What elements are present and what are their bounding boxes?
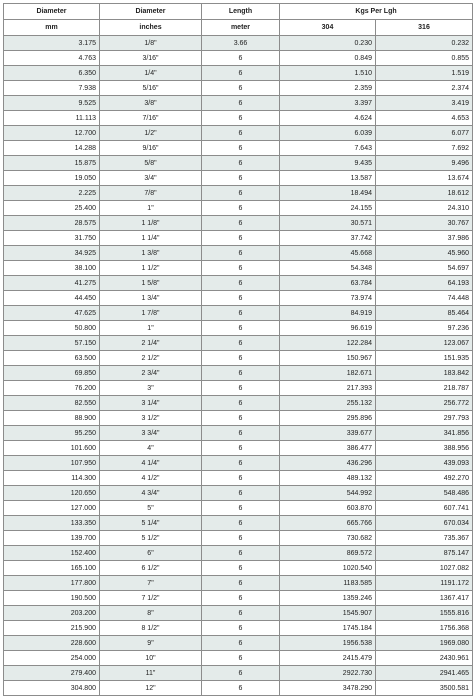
- cell-diameter-mm: 114.300: [4, 471, 100, 486]
- table-row: [4, 81, 473, 96]
- cell-diameter-inches: 8": [100, 606, 202, 621]
- table-row: [4, 216, 473, 231]
- table-row: [4, 126, 473, 141]
- cell-length: 6: [202, 681, 280, 696]
- cell-diameter-inches: 1 3/4": [100, 291, 202, 306]
- cell-length: 6: [202, 441, 280, 456]
- cell-weight-316: 13.674: [376, 171, 473, 186]
- cell-weight-304: 63.784: [280, 276, 376, 291]
- cell-diameter-inches: 5 1/2": [100, 531, 202, 546]
- cell-weight-316: 256.772: [376, 396, 473, 411]
- cell-diameter-inches: 7": [100, 576, 202, 591]
- cell-diameter-inches: 3/16": [100, 51, 202, 66]
- table-row: [4, 201, 473, 216]
- cell-diameter-mm: 165.100: [4, 561, 100, 576]
- header-kgs-per-length: Kgs Per Lgh: [280, 4, 473, 20]
- cell-weight-304: 869.572: [280, 546, 376, 561]
- unit-mm: mm: [4, 20, 100, 36]
- cell-weight-304: 7.643: [280, 141, 376, 156]
- cell-length: 6: [202, 171, 280, 186]
- table-row: [4, 306, 473, 321]
- cell-weight-316: 9.496: [376, 156, 473, 171]
- table-row: [4, 516, 473, 531]
- cell-weight-304: 386.477: [280, 441, 376, 456]
- cell-weight-304: 603.870: [280, 501, 376, 516]
- table-row: [4, 156, 473, 171]
- table-row: [4, 396, 473, 411]
- cell-weight-316: 54.697: [376, 261, 473, 276]
- cell-diameter-inches: 5/16": [100, 81, 202, 96]
- cell-diameter-mm: 2.225: [4, 186, 100, 201]
- cell-weight-304: 2922.730: [280, 666, 376, 681]
- cell-weight-316: 97.236: [376, 321, 473, 336]
- cell-weight-316: 3500.581: [376, 681, 473, 696]
- cell-diameter-inches: 5 1/4": [100, 516, 202, 531]
- cell-length: 6: [202, 111, 280, 126]
- cell-diameter-inches: 1 7/8": [100, 306, 202, 321]
- cell-weight-316: 1756.368: [376, 621, 473, 636]
- cell-diameter-mm: 254.000: [4, 651, 100, 666]
- cell-diameter-inches: 4": [100, 441, 202, 456]
- cell-length: 6: [202, 306, 280, 321]
- table-body: [4, 36, 473, 696]
- cell-diameter-inches: 6": [100, 546, 202, 561]
- cell-weight-316: 492.270: [376, 471, 473, 486]
- table-row: [4, 636, 473, 651]
- cell-weight-304: 1745.184: [280, 621, 376, 636]
- cell-diameter-mm: 203.200: [4, 606, 100, 621]
- cell-weight-304: 1545.907: [280, 606, 376, 621]
- cell-diameter-inches: 6 1/2": [100, 561, 202, 576]
- cell-length: 6: [202, 216, 280, 231]
- table-row: [4, 231, 473, 246]
- cell-weight-304: 255.132: [280, 396, 376, 411]
- table-row: [4, 651, 473, 666]
- cell-diameter-mm: 9.525: [4, 96, 100, 111]
- header-row-titles: [4, 4, 473, 20]
- cell-weight-316: 2941.465: [376, 666, 473, 681]
- table-row: [4, 576, 473, 591]
- cell-weight-316: 3.419: [376, 96, 473, 111]
- cell-diameter-inches: 1/4": [100, 66, 202, 81]
- grade-304: 304: [280, 20, 376, 36]
- cell-weight-316: 607.741: [376, 501, 473, 516]
- cell-diameter-mm: 279.400: [4, 666, 100, 681]
- cell-diameter-mm: 25.400: [4, 201, 100, 216]
- cell-weight-316: 18.612: [376, 186, 473, 201]
- cell-weight-304: 6.039: [280, 126, 376, 141]
- table-row: [4, 276, 473, 291]
- table-row: [4, 66, 473, 81]
- cell-diameter-inches: 12": [100, 681, 202, 696]
- cell-length: 6: [202, 606, 280, 621]
- cell-weight-304: 295.896: [280, 411, 376, 426]
- table-row: [4, 546, 473, 561]
- cell-diameter-mm: 38.100: [4, 261, 100, 276]
- cell-weight-304: 182.671: [280, 366, 376, 381]
- cell-diameter-mm: 41.275: [4, 276, 100, 291]
- table-row: [4, 186, 473, 201]
- cell-diameter-inches: 7/16": [100, 111, 202, 126]
- table-row: [4, 381, 473, 396]
- cell-diameter-inches: 7 1/2": [100, 591, 202, 606]
- cell-weight-304: 73.974: [280, 291, 376, 306]
- cell-diameter-inches: 3/8": [100, 96, 202, 111]
- cell-diameter-mm: 76.200: [4, 381, 100, 396]
- table-row: [4, 531, 473, 546]
- cell-diameter-inches: 1": [100, 201, 202, 216]
- cell-length: 6: [202, 336, 280, 351]
- cell-diameter-inches: 9": [100, 636, 202, 651]
- table-row: [4, 261, 473, 276]
- cell-diameter-inches: 2 3/4": [100, 366, 202, 381]
- cell-weight-316: 1191.172: [376, 576, 473, 591]
- cell-length: 6: [202, 591, 280, 606]
- cell-length: 6: [202, 231, 280, 246]
- cell-weight-304: 84.919: [280, 306, 376, 321]
- cell-weight-316: 24.310: [376, 201, 473, 216]
- cell-diameter-mm: 6.350: [4, 66, 100, 81]
- cell-length: 6: [202, 561, 280, 576]
- cell-weight-316: 151.935: [376, 351, 473, 366]
- table-row: [4, 96, 473, 111]
- cell-weight-316: 439.093: [376, 456, 473, 471]
- cell-weight-304: 54.348: [280, 261, 376, 276]
- table-row: [4, 171, 473, 186]
- cell-weight-316: 735.367: [376, 531, 473, 546]
- unit-inches: inches: [100, 20, 202, 36]
- cell-diameter-mm: 152.400: [4, 546, 100, 561]
- cell-diameter-inches: 8 1/2": [100, 621, 202, 636]
- cell-weight-304: 544.992: [280, 486, 376, 501]
- cell-diameter-mm: 127.000: [4, 501, 100, 516]
- cell-diameter-mm: 82.550: [4, 396, 100, 411]
- cell-length: 6: [202, 546, 280, 561]
- cell-weight-316: 297.793: [376, 411, 473, 426]
- cell-weight-304: 0.230: [280, 36, 376, 51]
- cell-length: 6: [202, 66, 280, 81]
- cell-weight-316: 1969.080: [376, 636, 473, 651]
- cell-diameter-mm: 88.900: [4, 411, 100, 426]
- cell-weight-316: 1367.417: [376, 591, 473, 606]
- header-diameter-mm: Diameter: [4, 4, 100, 20]
- cell-length: 6: [202, 381, 280, 396]
- cell-weight-304: 436.296: [280, 456, 376, 471]
- cell-diameter-mm: 12.700: [4, 126, 100, 141]
- table-header: [4, 4, 473, 36]
- cell-length: 6: [202, 276, 280, 291]
- cell-diameter-mm: 47.625: [4, 306, 100, 321]
- cell-weight-316: 1027.082: [376, 561, 473, 576]
- cell-diameter-mm: 3.175: [4, 36, 100, 51]
- cell-diameter-inches: 1/8": [100, 36, 202, 51]
- table-row: [4, 51, 473, 66]
- cell-weight-304: 730.682: [280, 531, 376, 546]
- cell-weight-316: 85.464: [376, 306, 473, 321]
- cell-diameter-mm: 44.450: [4, 291, 100, 306]
- table-row: [4, 591, 473, 606]
- cell-diameter-inches: 1 1/8": [100, 216, 202, 231]
- cell-weight-316: 1555.816: [376, 606, 473, 621]
- cell-length: 6: [202, 666, 280, 681]
- cell-weight-316: 7.692: [376, 141, 473, 156]
- cell-weight-304: 3.397: [280, 96, 376, 111]
- cell-diameter-mm: 4.763: [4, 51, 100, 66]
- table-row: [4, 621, 473, 636]
- cell-diameter-inches: 10": [100, 651, 202, 666]
- table-row: [4, 246, 473, 261]
- cell-weight-316: 30.767: [376, 216, 473, 231]
- cell-weight-304: 217.393: [280, 381, 376, 396]
- cell-diameter-inches: 3 1/4": [100, 396, 202, 411]
- cell-length: 6: [202, 411, 280, 426]
- cell-length: 6: [202, 456, 280, 471]
- cell-weight-304: 18.494: [280, 186, 376, 201]
- cell-diameter-mm: 190.500: [4, 591, 100, 606]
- cell-weight-304: 2.359: [280, 81, 376, 96]
- cell-weight-316: 875.147: [376, 546, 473, 561]
- header-row-units: [4, 20, 473, 36]
- cell-weight-316: 123.067: [376, 336, 473, 351]
- cell-weight-316: 37.986: [376, 231, 473, 246]
- cell-length: 6: [202, 366, 280, 381]
- table-row: [4, 411, 473, 426]
- cell-length: 6: [202, 351, 280, 366]
- header-length: Length: [202, 4, 280, 20]
- cell-length: 6: [202, 576, 280, 591]
- weight-table: [3, 3, 473, 696]
- cell-length: 6: [202, 471, 280, 486]
- cell-diameter-mm: 139.700: [4, 531, 100, 546]
- cell-weight-304: 1183.585: [280, 576, 376, 591]
- grade-316: 316: [376, 20, 473, 36]
- cell-weight-316: 1.519: [376, 66, 473, 81]
- cell-diameter-inches: 4 1/4": [100, 456, 202, 471]
- cell-diameter-mm: 133.350: [4, 516, 100, 531]
- cell-weight-304: 1956.538: [280, 636, 376, 651]
- header-diameter-inches: Diameter: [100, 4, 202, 20]
- table-row: [4, 111, 473, 126]
- cell-length: 6: [202, 501, 280, 516]
- cell-weight-304: 45.668: [280, 246, 376, 261]
- cell-weight-316: 341.856: [376, 426, 473, 441]
- cell-length: 6: [202, 426, 280, 441]
- cell-diameter-inches: 11": [100, 666, 202, 681]
- cell-length: 6: [202, 141, 280, 156]
- cell-diameter-mm: 34.925: [4, 246, 100, 261]
- cell-length: 6: [202, 486, 280, 501]
- cell-weight-304: 1359.246: [280, 591, 376, 606]
- cell-length: 6: [202, 321, 280, 336]
- cell-length: 6: [202, 201, 280, 216]
- cell-weight-304: 122.284: [280, 336, 376, 351]
- cell-weight-316: 218.787: [376, 381, 473, 396]
- cell-diameter-inches: 5": [100, 501, 202, 516]
- cell-diameter-inches: 3/4": [100, 171, 202, 186]
- cell-diameter-inches: 9/16": [100, 141, 202, 156]
- cell-weight-304: 665.766: [280, 516, 376, 531]
- cell-diameter-inches: 1 1/2": [100, 261, 202, 276]
- cell-diameter-inches: 3 1/2": [100, 411, 202, 426]
- table-row: [4, 36, 473, 51]
- table-row: [4, 666, 473, 681]
- cell-weight-316: 0.855: [376, 51, 473, 66]
- cell-diameter-inches: 1 1/4": [100, 231, 202, 246]
- cell-diameter-mm: 19.050: [4, 171, 100, 186]
- cell-diameter-mm: 7.938: [4, 81, 100, 96]
- cell-length: 3.66: [202, 36, 280, 51]
- cell-length: 6: [202, 531, 280, 546]
- cell-weight-304: 24.155: [280, 201, 376, 216]
- cell-length: 6: [202, 291, 280, 306]
- cell-diameter-mm: 31.750: [4, 231, 100, 246]
- cell-weight-316: 4.653: [376, 111, 473, 126]
- cell-diameter-mm: 120.650: [4, 486, 100, 501]
- cell-length: 6: [202, 246, 280, 261]
- table-row: [4, 441, 473, 456]
- table-row: [4, 681, 473, 696]
- cell-diameter-inches: 3 3/4": [100, 426, 202, 441]
- cell-weight-316: 74.448: [376, 291, 473, 306]
- table-row: [4, 366, 473, 381]
- cell-weight-304: 3478.290: [280, 681, 376, 696]
- table-row: [4, 501, 473, 516]
- cell-weight-304: 13.587: [280, 171, 376, 186]
- cell-length: 6: [202, 126, 280, 141]
- cell-weight-304: 4.624: [280, 111, 376, 126]
- table-row: [4, 141, 473, 156]
- cell-weight-316: 670.034: [376, 516, 473, 531]
- cell-diameter-inches: 4 3/4": [100, 486, 202, 501]
- cell-weight-304: 150.967: [280, 351, 376, 366]
- cell-diameter-inches: 2 1/4": [100, 336, 202, 351]
- cell-diameter-mm: 107.950: [4, 456, 100, 471]
- cell-length: 6: [202, 636, 280, 651]
- cell-diameter-inches: 1 3/8": [100, 246, 202, 261]
- cell-diameter-inches: 2 1/2": [100, 351, 202, 366]
- cell-length: 6: [202, 156, 280, 171]
- cell-weight-304: 489.132: [280, 471, 376, 486]
- table-row: [4, 426, 473, 441]
- cell-diameter-inches: 4 1/2": [100, 471, 202, 486]
- cell-weight-316: 45.960: [376, 246, 473, 261]
- table-row: [4, 291, 473, 306]
- cell-diameter-mm: 228.600: [4, 636, 100, 651]
- cell-weight-316: 0.232: [376, 36, 473, 51]
- cell-weight-304: 37.742: [280, 231, 376, 246]
- cell-diameter-inches: 1 5/8": [100, 276, 202, 291]
- cell-length: 6: [202, 51, 280, 66]
- cell-weight-304: 30.571: [280, 216, 376, 231]
- cell-length: 6: [202, 621, 280, 636]
- cell-diameter-inches: 1/2": [100, 126, 202, 141]
- table-row: [4, 456, 473, 471]
- cell-length: 6: [202, 651, 280, 666]
- cell-weight-304: 1.510: [280, 66, 376, 81]
- cell-diameter-mm: 14.288: [4, 141, 100, 156]
- cell-diameter-mm: 215.900: [4, 621, 100, 636]
- cell-diameter-inches: 7/8": [100, 186, 202, 201]
- cell-length: 6: [202, 81, 280, 96]
- cell-weight-316: 64.193: [376, 276, 473, 291]
- cell-diameter-mm: 95.250: [4, 426, 100, 441]
- table-row: [4, 471, 473, 486]
- cell-diameter-mm: 15.875: [4, 156, 100, 171]
- cell-weight-316: 548.486: [376, 486, 473, 501]
- cell-diameter-mm: 69.850: [4, 366, 100, 381]
- cell-length: 6: [202, 96, 280, 111]
- cell-length: 6: [202, 516, 280, 531]
- cell-weight-304: 2415.479: [280, 651, 376, 666]
- cell-diameter-mm: 304.800: [4, 681, 100, 696]
- cell-length: 6: [202, 396, 280, 411]
- cell-diameter-mm: 63.500: [4, 351, 100, 366]
- cell-weight-304: 9.435: [280, 156, 376, 171]
- cell-diameter-mm: 28.575: [4, 216, 100, 231]
- cell-diameter-mm: 177.800: [4, 576, 100, 591]
- cell-weight-316: 2430.961: [376, 651, 473, 666]
- cell-diameter-mm: 50.800: [4, 321, 100, 336]
- table-row: [4, 336, 473, 351]
- cell-diameter-mm: 57.150: [4, 336, 100, 351]
- cell-weight-316: 183.842: [376, 366, 473, 381]
- cell-diameter-mm: 11.113: [4, 111, 100, 126]
- table-row: [4, 606, 473, 621]
- cell-length: 6: [202, 186, 280, 201]
- cell-diameter-inches: 1": [100, 321, 202, 336]
- cell-weight-316: 388.956: [376, 441, 473, 456]
- table-row: [4, 351, 473, 366]
- cell-diameter-mm: 101.600: [4, 441, 100, 456]
- table-row: [4, 486, 473, 501]
- cell-weight-316: 2.374: [376, 81, 473, 96]
- cell-weight-304: 339.677: [280, 426, 376, 441]
- cell-weight-304: 1020.540: [280, 561, 376, 576]
- table-row: [4, 561, 473, 576]
- cell-diameter-inches: 5/8": [100, 156, 202, 171]
- table-row: [4, 321, 473, 336]
- cell-weight-304: 96.619: [280, 321, 376, 336]
- unit-meter: meter: [202, 20, 280, 36]
- cell-weight-304: 0.849: [280, 51, 376, 66]
- cell-weight-316: 6.077: [376, 126, 473, 141]
- cell-diameter-inches: 3": [100, 381, 202, 396]
- cell-length: 6: [202, 261, 280, 276]
